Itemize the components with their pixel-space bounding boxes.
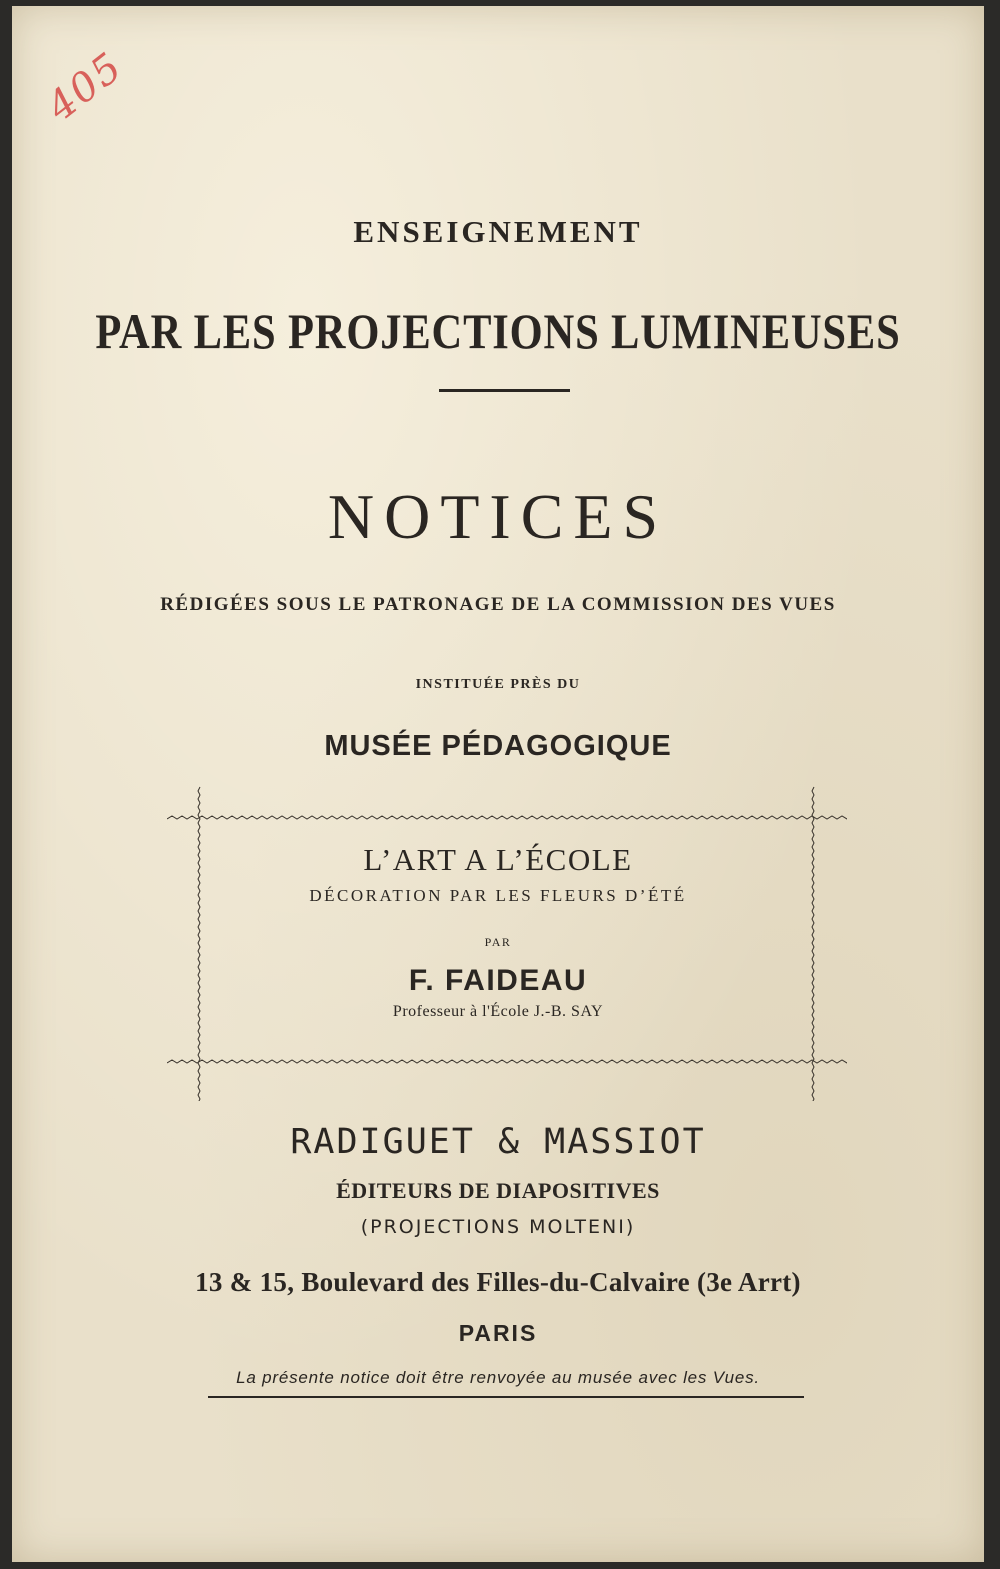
publisher-role: ÉDITEURS DE DIAPOSITIVES xyxy=(336,1178,660,1203)
title-divider xyxy=(439,389,570,392)
publisher-name: RADIGUET & MASSIOT xyxy=(290,1122,706,1162)
document-page xyxy=(12,6,984,1562)
museum-name: MUSÉE PÉDAGOGIQUE xyxy=(324,730,672,762)
heading-small: ENSEIGNEMENT xyxy=(353,214,643,249)
publisher-city: PARIS xyxy=(458,1320,538,1346)
page-title: NOTICES xyxy=(327,481,669,552)
heading-large: PAR LES PROJECTIONS LUMINEUSES xyxy=(95,303,901,359)
author-name: F. FAIDEAU xyxy=(408,964,588,997)
publisher-address: 13 & 15, Boulevard des Filles-du-Calvaire (3e Arrt) xyxy=(195,1267,801,1297)
footer-note: La présente notice doit être renvoyée au musée avec les Vues. xyxy=(236,1368,760,1387)
publisher-note: (PROJECTIONS MOLTENI) xyxy=(360,1216,636,1238)
frame-bottom-border xyxy=(167,1060,847,1063)
work-title: L’ART A L’ÉCOLE xyxy=(363,842,633,877)
subtitle: RÉDIGÉES SOUS LE PATRONAGE DE LA COMMISSION DES VUES xyxy=(160,594,836,615)
footer-underline xyxy=(208,1396,804,1398)
frame-top-border xyxy=(167,816,847,819)
handwritten-number: 405 xyxy=(38,43,132,131)
author-title: Professeur à l'École J.-B. SAY xyxy=(392,1003,604,1020)
instituted-line: INSTITUÉE PRÈS DU xyxy=(415,677,581,692)
work-subtitle: DÉCORATION PAR LES FLEURS D’ÉTÉ xyxy=(309,886,687,905)
by-label: PAR xyxy=(484,935,512,949)
